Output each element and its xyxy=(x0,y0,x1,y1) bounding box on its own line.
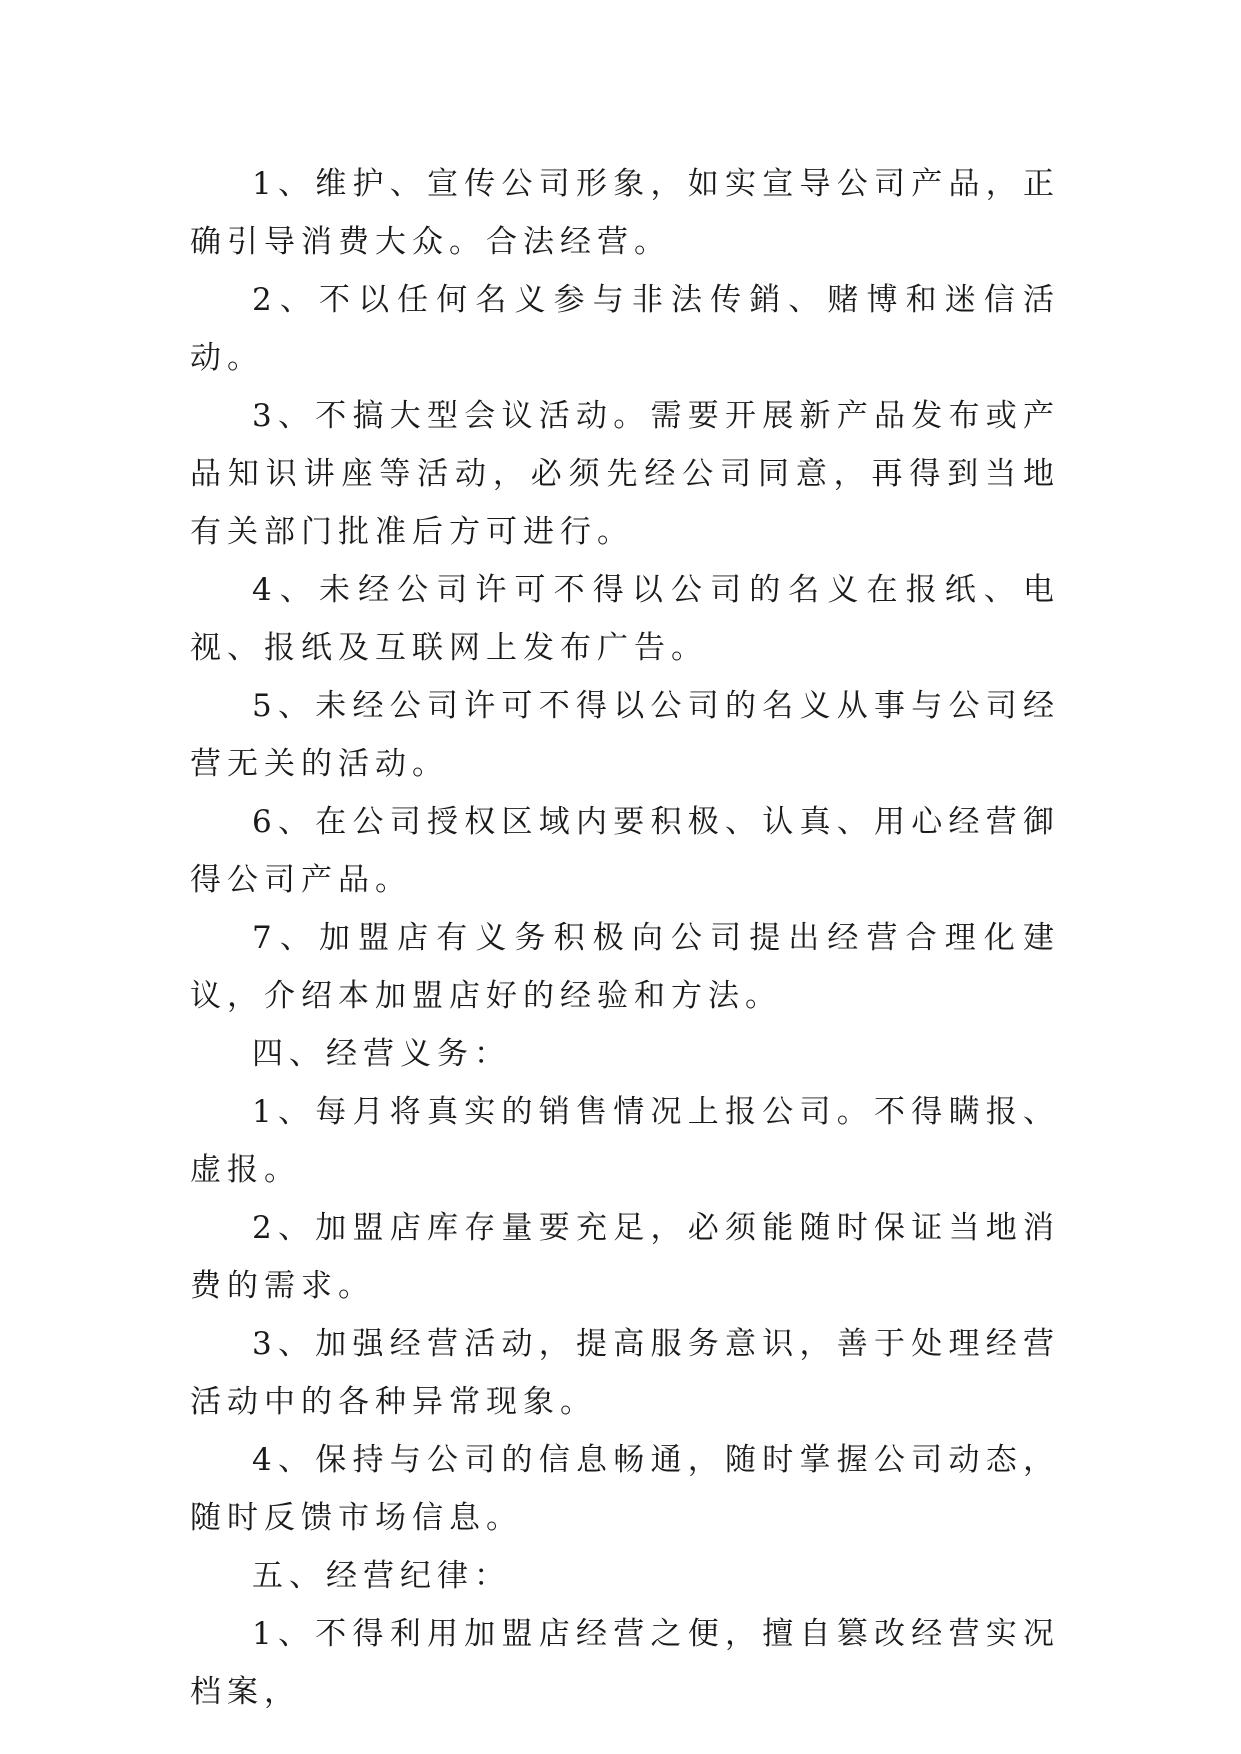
paragraph-2: 2、不以任何名义参与非法传銷、赌博和迷信活动。 xyxy=(190,282,1060,376)
paragraph-8: 1、每月将真实的销售情况上报公司。不得瞒报、虚报。 xyxy=(190,1094,1060,1188)
document-body xyxy=(190,155,1060,1721)
paragraph-1: 1、维护、宣传公司形象，如实宣导公司产品，正确引导消费大众。合法经营。 xyxy=(190,166,1060,260)
section-heading-discipline: 五、经营纪律： xyxy=(252,1558,511,1594)
paragraph-6: 6、在公司授权区域内要积极、认真、用心经营御得公司产品。 xyxy=(190,804,1060,898)
paragraph-10: 3、加强经营活动，提高服务意识，善于处理经营活动中的各种异常现象。 xyxy=(190,1326,1060,1420)
section-heading-obligations: 四、经营义务： xyxy=(252,1036,511,1072)
paragraph-5: 5、未经公司许可不得以公司的名义从事与公司经营无关的活动。 xyxy=(190,688,1060,782)
paragraph-12: 1、不得利用加盟店经营之便，擅自篡改经营实况档案， xyxy=(190,1616,1060,1710)
paragraph-7: 7、加盟店有义务积极向公司提出经营合理化建议，介绍本加盟店好的经验和方法。 xyxy=(190,920,1060,1014)
paragraph-9: 2、加盟店库存量要充足，必须能随时保证当地消费的需求。 xyxy=(190,1210,1060,1304)
paragraph-11: 4、保持与公司的信息畅通，随时掌握公司动态，随时反馈市场信息。 xyxy=(190,1442,1060,1536)
paragraph-3: 3、不搞大型会议活动。需要开展新产品发布或产品知识讲座等活动，必须先经公司同意，再得到当地有关部门批准后方可进行。 xyxy=(190,398,1060,550)
paragraph-4: 4、未经公司许可不得以公司的名义在报纸、电视、报纸及互联网上发布广告。 xyxy=(190,572,1060,666)
